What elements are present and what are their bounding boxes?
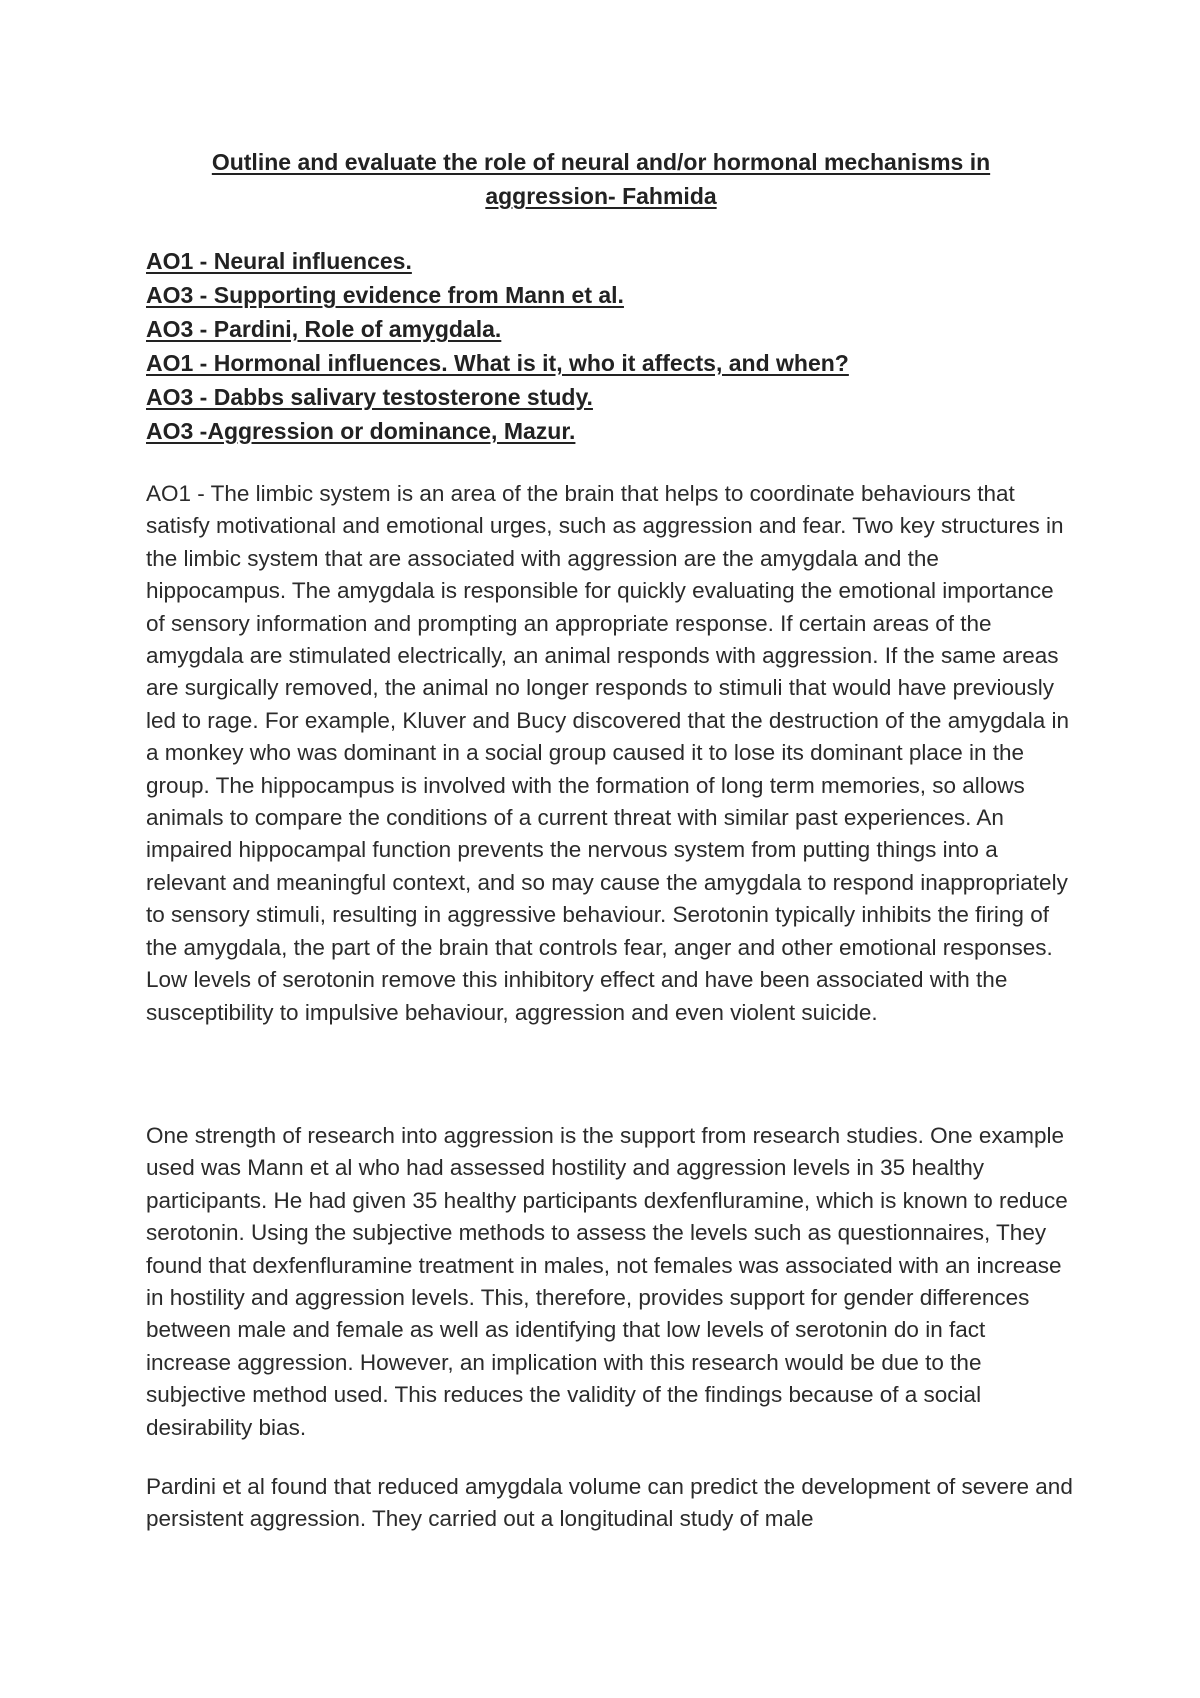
essay-outline bbox=[146, 244, 1086, 448]
paragraph-neural-influences: AO1 - The limbic system is an area of the brain that helps to coordinate behaviours that satisfy motivational and emotional urges, such as aggression and fear. Two key structures in the limbic system that are associated with aggression are the amygdala and the hippocampus. The amygdala is responsible for quickly evaluating the emotional importance of sensory information and prompting an appropriate response. If certain areas of the amygdala are stimulated electrically, an animal responds with aggression. If the same areas are surgically removed, the animal no longer responds to stimuli that would have previously led to rage. For example, Kluver and Bucy discovered that the destruction of the amygdala in a monkey who was dominant in a social group caused it to lose its dominant place in the group. The hippocampus is involved with the formation of long term memories, so allows animals to compare the conditions of a current threat with similar past experiences. An impaired hippocampal function prevents the nervous system from putting things into a relevant and meaningful context, and so may cause the amygdala to respond inappropriately to sensory stimuli, resulting in aggressive behaviour. Serotonin typically inhibits the firing of the amygdala, the part of the brain that controls fear, anger and other emotional responses. Low levels of serotonin remove this inhibitory effect and have been associated with the susceptibility to impulsive behaviour, aggression and even violent suicide. bbox=[146, 481, 1070, 1025]
outline-item: AO1 - Hormonal influences. What is it, who it affects, and when? bbox=[146, 350, 849, 376]
outline-item: AO3 - Supporting evidence from Mann et al. bbox=[146, 282, 624, 308]
outline-item: AO3 -Aggression or dominance, Mazur. bbox=[146, 418, 576, 444]
outline-item: AO3 - Dabbs salivary testosterone study. bbox=[146, 384, 593, 410]
outline-item: AO3 - Pardini, Role of amygdala. bbox=[146, 316, 502, 342]
paragraph-mann-evidence: One strength of research into aggression is the support from research studies. One example used was Mann et al who had assessed hostility and aggression levels in 35 healthy participants. He had given 35 healthy participants dexfenfluramine, which is known to reduce serotonin. Using the subjective methods to assess the levels such as questionnaires, They found that dexfenfluramine treatment in males, not females was associated with an increase in hostility and aggression levels. This, therefore, provides support for gender differences between male and female as well as identifying that low levels of serotonin do in fact increase aggression. However, an implication with this research would be due to the subjective method used. This reduces the validity of the findings because of a social desirability bias. bbox=[146, 1123, 1068, 1440]
document-title: Outline and evaluate the role of neural and/or hormonal mechanisms in aggression- Fahmida bbox=[211, 149, 991, 209]
outline-item: AO1 - Neural influences. bbox=[146, 248, 412, 274]
paragraph-pardini: Pardini et al found that reduced amygdala volume can predict the development of severe and persistent aggression. They carried out a longitudinal study of male bbox=[146, 1474, 1073, 1532]
